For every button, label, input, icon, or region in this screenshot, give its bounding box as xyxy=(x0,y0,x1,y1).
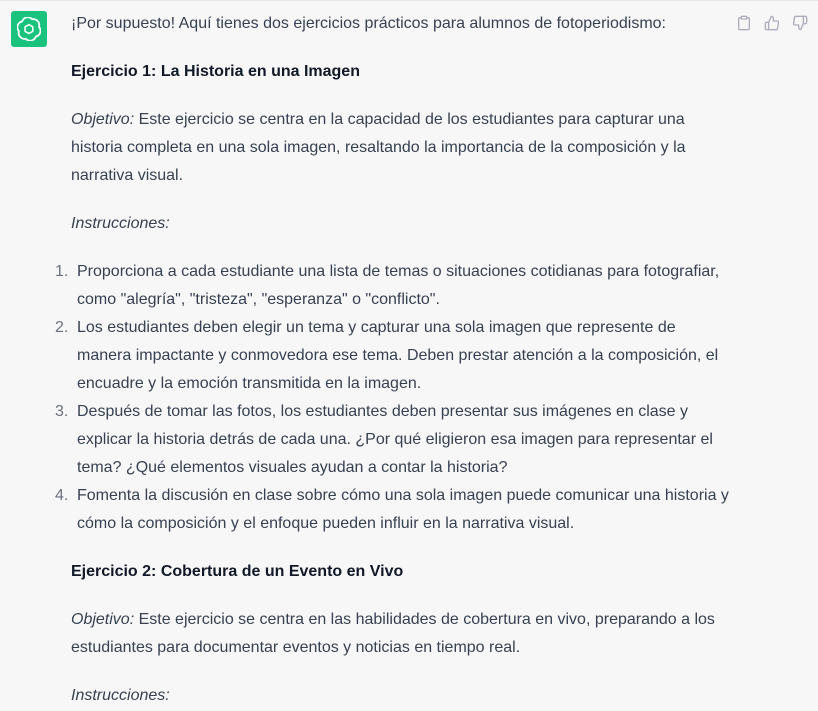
list-item-text: Fomenta la discusión en clase sobre cómo una sola imagen puede comunicar una historia y cómo la composición y el enfoque pueden influir en la narrativa visual. xyxy=(77,487,729,532)
exercise-2-instructions-label: Instrucciones: xyxy=(71,687,170,704)
list-number: 2. xyxy=(55,319,69,336)
list-item-text: Después de tomar las fotos, los estudiantes deben presentar sus imágenes en clase y explicar la historia detrás de cada una. ¿Por qué eligieron esa imagen para representar el tema? ¿Qué elementos visuales ayudan a contar la historia? xyxy=(77,403,713,476)
thumbs-up-button[interactable] xyxy=(762,13,782,33)
copy-button[interactable] xyxy=(734,13,754,33)
exercise-1-title: Ejercicio 1: La Historia en una Imagen xyxy=(71,63,360,80)
objective-label: Objetivo: xyxy=(71,611,135,628)
openai-logo-icon xyxy=(17,17,41,41)
exercise-1-steps xyxy=(55,258,731,538)
objective-text: Este ejercicio se centra en la capacidad de los estudiantes para capturar una historia completa en una sola imagen, resaltando la importancia de la composición y la narrativa visual. xyxy=(71,111,686,184)
objective-text: Este ejercicio se centra en las habilidades de cobertura en vivo, preparando a los estudiantes para documentar eventos y noticias en tiempo real. xyxy=(71,611,715,656)
list-number: 3. xyxy=(55,403,69,420)
list-item xyxy=(55,482,731,538)
message-actions xyxy=(734,13,810,33)
list-number: 1. xyxy=(55,263,69,280)
intro-text: ¡Por supuesto! Aquí tienes dos ejercicios prácticos para alumnos de fotoperiodismo: xyxy=(71,15,666,32)
divider xyxy=(0,0,818,1)
list-item xyxy=(55,398,731,482)
exercise-2-objective xyxy=(71,606,731,662)
list-number: 4. xyxy=(55,487,69,504)
list-item xyxy=(55,258,731,314)
exercise-1-instructions-label: Instrucciones: xyxy=(71,215,170,232)
exercise-1-objective xyxy=(71,106,731,190)
list-item xyxy=(55,314,731,398)
exercise-2-title: Ejercicio 2: Cobertura de un Evento en Vivo xyxy=(71,563,404,580)
list-item-text: Los estudiantes deben elegir un tema y capturar una sola imagen que represente de manera impactante y conmovedora ese tema. Deben prestar atención a la composición, el encuadre y la emoción transmitida en la imagen. xyxy=(77,319,719,392)
thumbs-down-button[interactable] xyxy=(790,13,810,33)
thumbs-up-icon xyxy=(764,15,780,31)
assistant-avatar xyxy=(11,11,47,47)
list-item-text: Proporciona a cada estudiante una lista de temas o situaciones cotidianas para fotografiar, como "alegría", "tristeza", "esperanza" o "conflicto". xyxy=(77,263,720,308)
message-content xyxy=(55,10,731,711)
thumbs-down-icon xyxy=(792,15,808,31)
objective-label: Objetivo: xyxy=(71,111,135,128)
clipboard-icon xyxy=(736,15,752,31)
